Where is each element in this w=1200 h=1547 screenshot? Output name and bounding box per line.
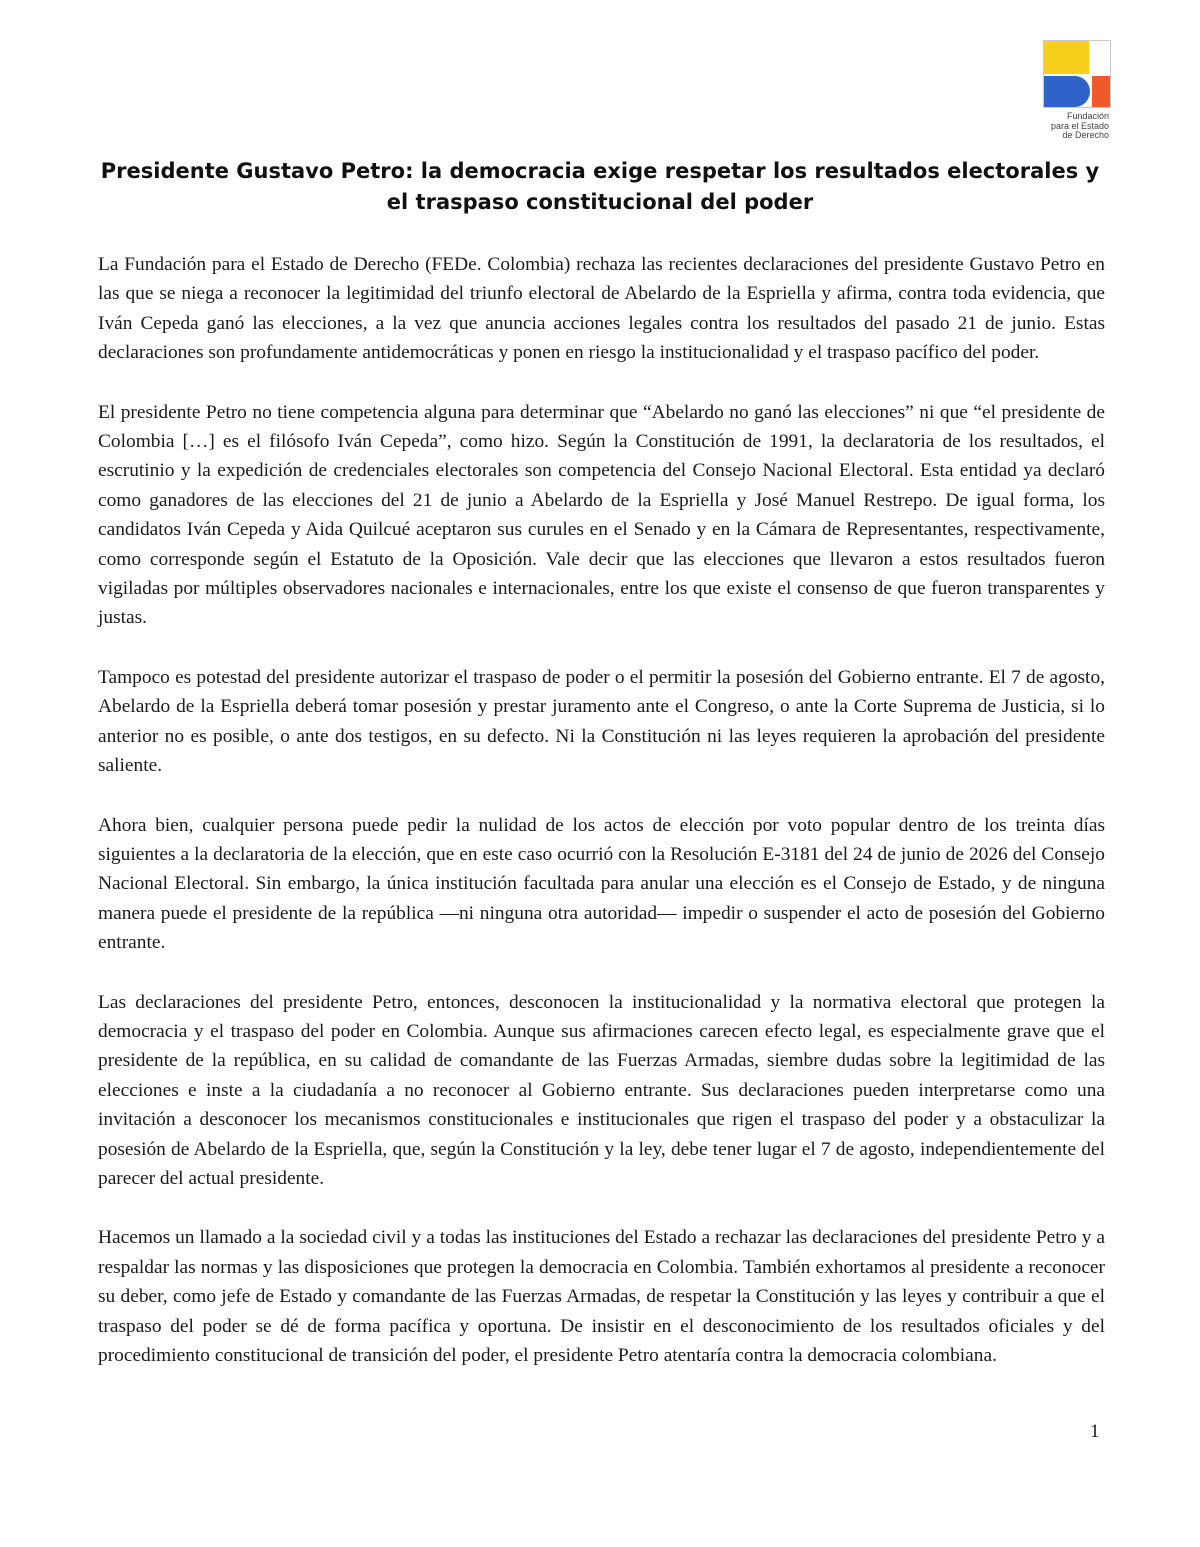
logo-yellow-block [1044,41,1089,74]
document-body [98,250,1105,1400]
logo-wordmark [1043,112,1109,141]
logo-line-3: de Derecho [1062,130,1109,140]
page-number: 1 [1090,1421,1100,1442]
logo-line-2: para el Estado [1050,120,1109,131]
paragraph-1: La Fundación para el Estado de Derecho (FEDe. Colombia) rechaza las recientes declaraciones del presidente Gustavo Petro en las que se niega a reconocer la legitimidad del triunfo electoral de Abelardo de la Espriella y afirma, contra toda evidencia, que Iván Cepeda ganó las elecciones, a la vez que anuncia acciones legales contra los resultados del pasado 21 de junio. Estas declaraciones son profundamente antidemocráticas y ponen en riesgo la institucionalidad y el traspaso pacífico del poder. [98,254,1105,364]
fede-logo [1043,40,1113,141]
fede-logo-mark [1043,40,1111,108]
logo-blue-half-circle [1064,76,1090,107]
logo-blue-bar [1044,76,1064,107]
logo-orange-block [1092,76,1110,107]
paragraph-2: El presidente Petro no tiene competencia alguna para determinar que “Abelardo no ganó las elecciones” ni que “el presidente de Colombia […] es el filósofo Iván Cepeda”, como hizo. Según la Constitución de 1991, la declaratoria de los resultados, el escrutinio y la expedición de credenciales electorales son competencia del Consejo Nacional Electoral. Esta entidad ya declaró como ganadores de las elecciones del 21 de junio a Abelardo de la Espriella y José Manuel Restrepo. De igual forma, los candidatos Iván Cepeda y Aida Quilcué aceptaron sus curules en el Senado y en la Cámara de Representantes, respectivamente, como corresponde según el Estatuto de la Oposición. Vale decir que las elecciones que llevaron a estos resultados fueron vigiladas por múltiples observadores nacionales e internacionales, entre los que existe el consenso de que fueron transparentes y justas. [98,401,1105,629]
document-title: Presidente Gustavo Petro: la democracia exige respetar los resultados electorales y el traspaso constitucional del poder [100,159,1100,214]
logo-line-1: Fundación [1066,111,1109,121]
paragraph-3: Tampoco es potestad del presidente autorizar el traspaso de poder o el permitir la posesión del Gobierno entrante. El 7 de agosto, Abelardo de la Espriella deberá tomar posesión y prestar juramento ante el Congreso, o ante la Corte Suprema de Justicia, si lo anterior no es posible, o ante dos testigos, en su defecto. Ni la Constitución ni las leyes requieren la aprobación del presidente saliente. [98,666,1105,777]
paragraph-5: Las declaraciones del presidente Petro, entonces, desconocen la institucionalidad y la normativa electoral que protegen la democracia y el traspaso del poder en Colombia. Aunque sus afirmaciones carecen efecto legal, es especialmente grave que el presidente de la república, en su calidad de comandante de las Fuerzas Armadas, siembre dudas sobre la legitimidad de las elecciones e inste a la ciudadanía a no reconocer al Gobierno entrante. Sus declaraciones pueden interpretarse como una invitación a desconocer los mecanismos constitucionales e institucionales que rigen el traspaso del poder y a obstaculizar la posesión de Abelardo de la Espriella, que, según la Constitución y la ley, debe tener lugar el 7 de agosto, independientemente del parecer del actual presidente. [98,991,1105,1189]
paragraph-6: Hacemos un llamado a la sociedad civil y a todas las instituciones del Estado a rechazar las declaraciones del presidente Petro y a respaldar las normas y las disposiciones que protegen la democracia en Colombia. También exhortamos al presidente a reconocer su deber, como jefe de Estado y comandante de las Fuerzas Armadas, de respetar la Constitución y las leyes y contribuir a que el traspaso del poder se dé de forma pacífica y oportuna. De insistir en el desconocimiento de los resultados oficiales y del procedimiento constitucional de transición del poder, el presidente Petro atentaría contra la democracia colombiana. [98,1227,1105,1366]
paragraph-4: Ahora bien, cualquier persona puede pedir la nulidad de los actos de elección por voto popular dentro de los treinta días siguientes a la declaratoria de la elección, que en este caso ocurrió con la Resolución E-3181 del 24 de junio de 2026 del Consejo Nacional Electoral. Sin embargo, la única institución facultada para anular una elección es el Consejo de Estado, y de ninguna manera puede el presidente de la república —ni ninguna otra autoridad— impedir o suspender el acto de posesión del Gobierno entrante. [98,814,1105,954]
